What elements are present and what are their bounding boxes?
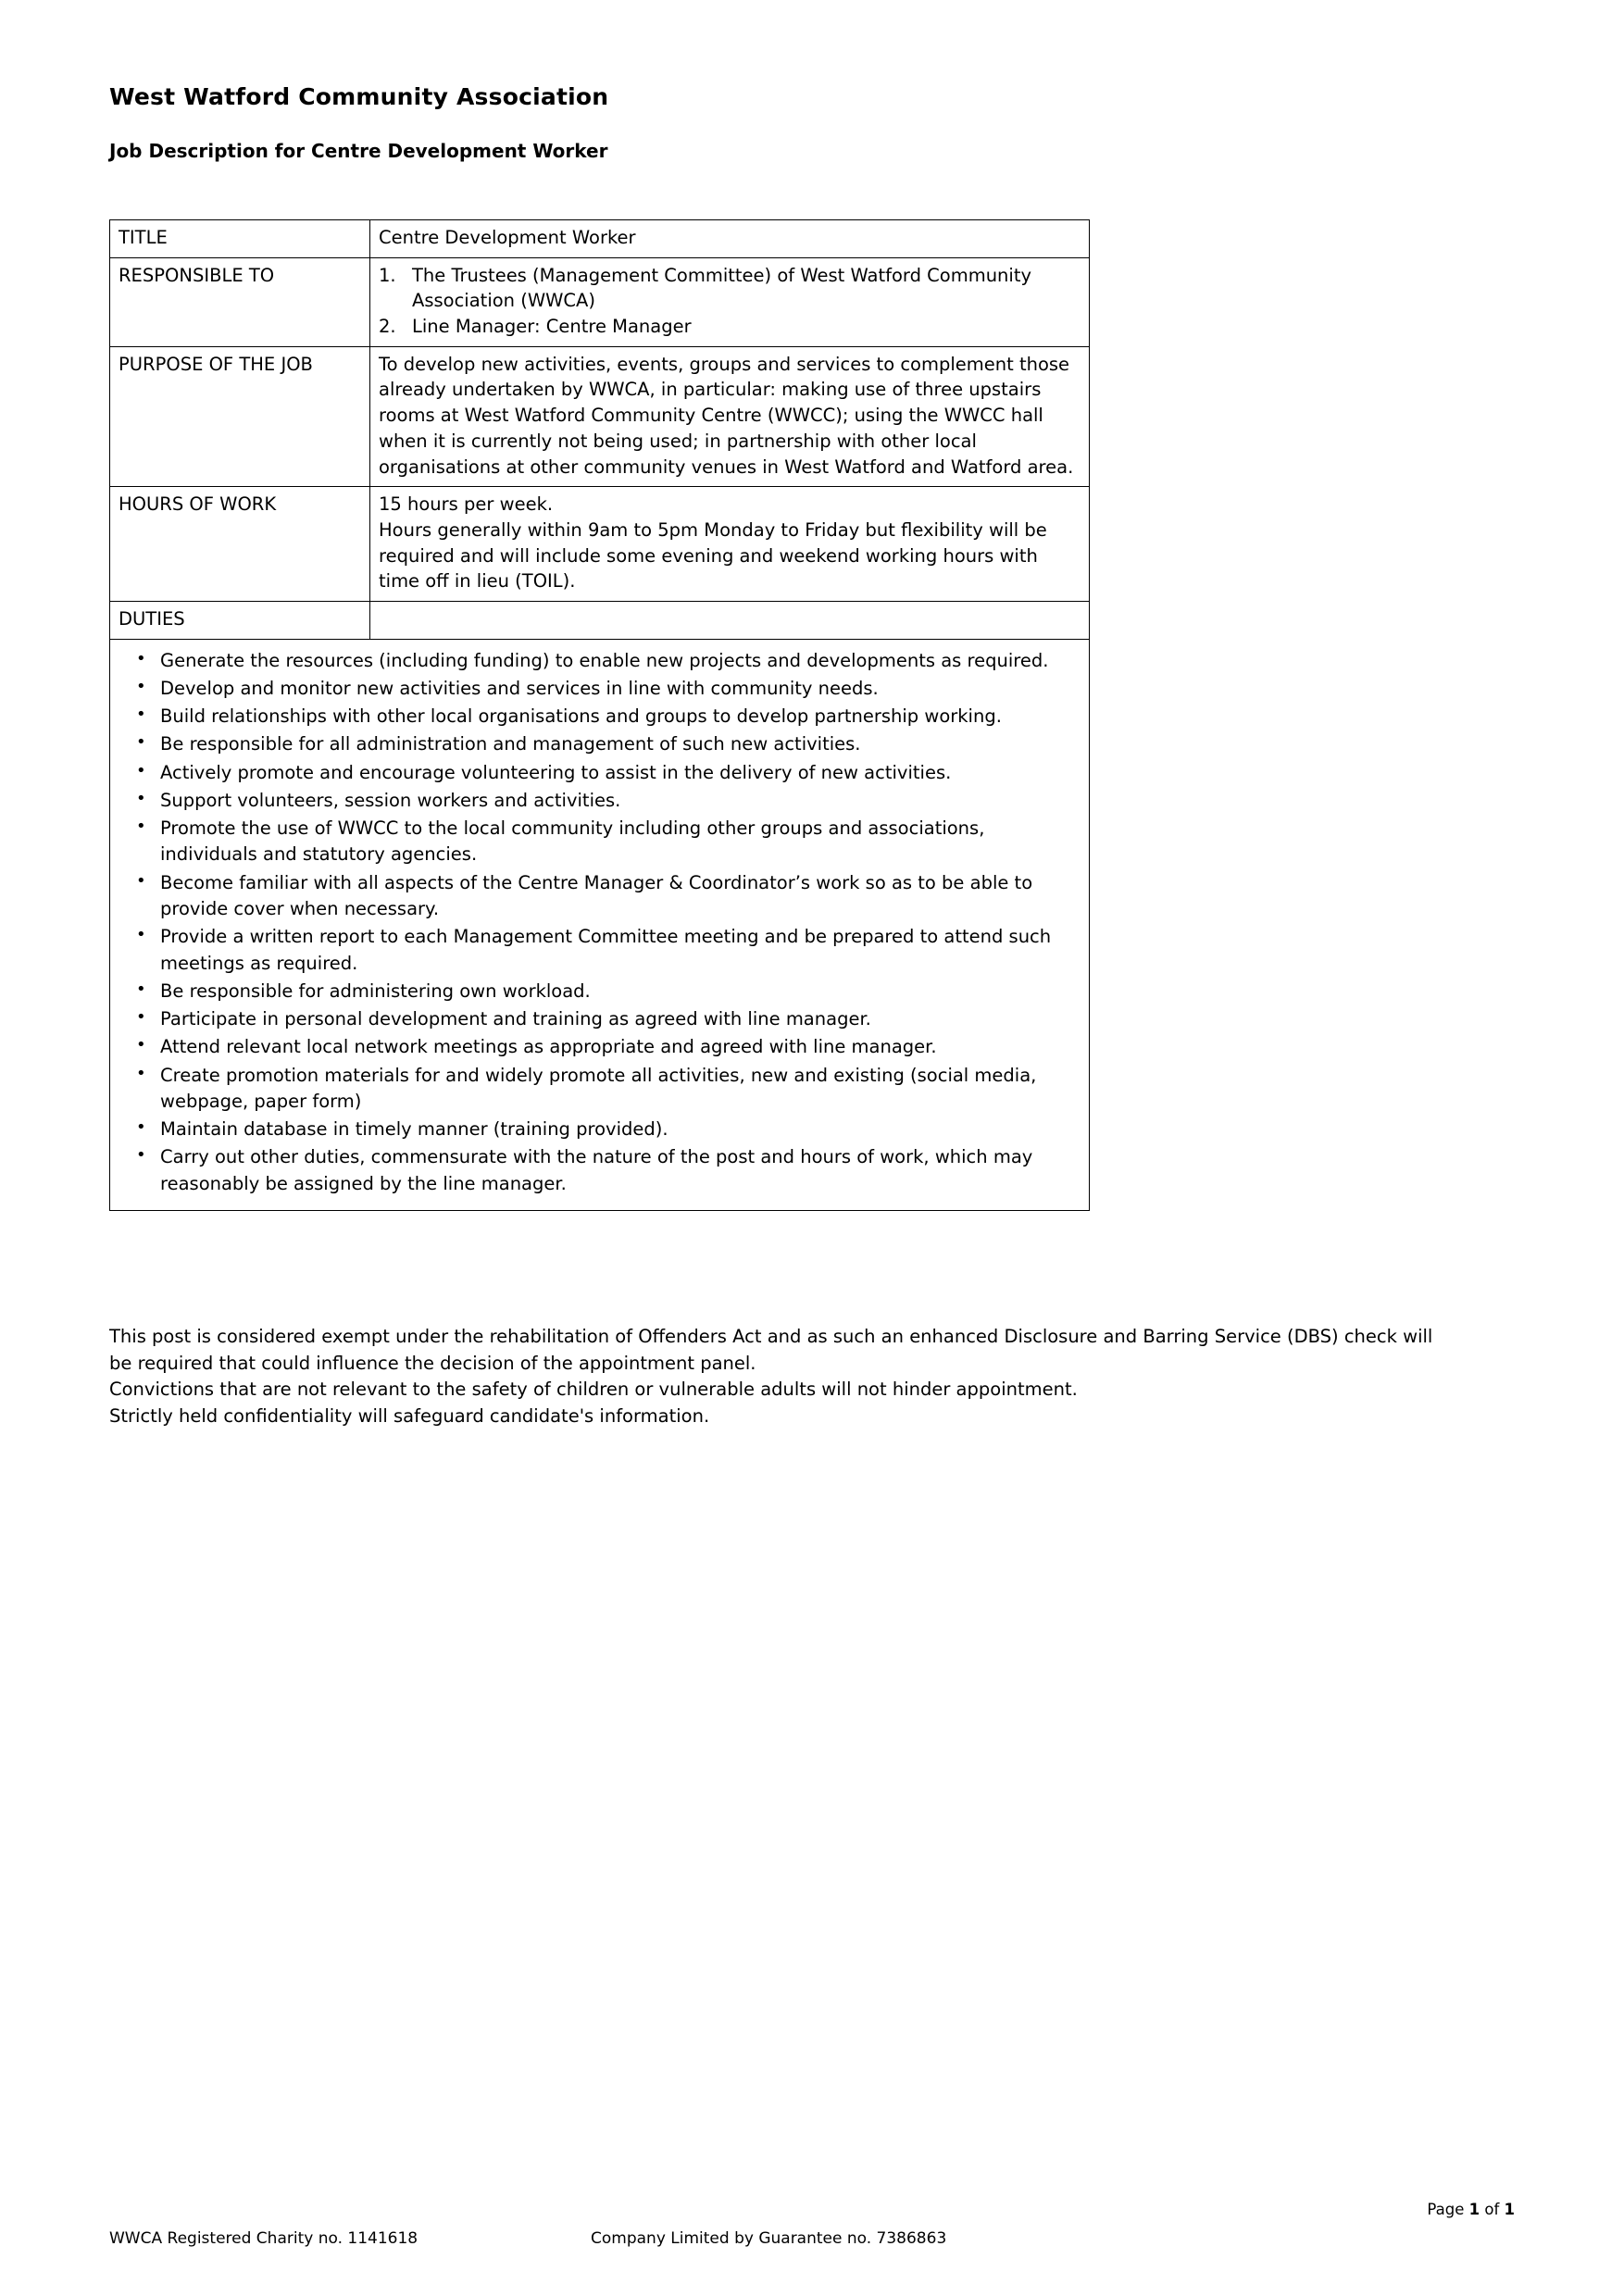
page-number-total: 1	[1504, 2201, 1515, 2218]
notice-paragraph-1: This post is considered exempt under the rehabilitation of Offenders Act and as such an enhanced Disclosure and Barring Service (DBS) check will be required that could influence the decision of the appointment panel.	[109, 1325, 1433, 1374]
row-value-responsible-to	[370, 257, 1090, 346]
list-item: • Carry out other duties, commensurate with the nature of the post and hours of work, which may reasonably be assigned by the line manager.	[123, 1144, 1076, 1197]
row-value-title: Centre Development Worker	[370, 220, 1090, 258]
footer-row	[109, 2229, 1515, 2248]
responsible-to-list	[379, 263, 1081, 340]
table-row-duties-list	[110, 639, 1090, 1210]
list-item: • Support volunteers, session workers and activities.	[123, 788, 1076, 814]
page-footer	[109, 2201, 1515, 2248]
list-item-number: 2.	[379, 316, 396, 338]
list-item: • Provide a written report to each Management Committee meeting and be prepared to attend such meetings as required.	[123, 924, 1076, 977]
list-item: • Promote the use of WWCC to the local community including other groups and associations, individuals and statutory agencies.	[123, 816, 1076, 868]
notice-paragraph-2: Convictions that are not relevant to the safety of children or vulnerable adults will not hinder appointment.	[109, 1379, 1078, 1401]
page-number	[109, 2201, 1515, 2218]
row-value-purpose: To develop new activities, events, groups and services to complement those already undertaken by WWCA, in particular: making use of three upstairs rooms at West Watford Community Centre (WWCC); using the WWCC hall when it is currently not being used; in partnership with other local organisations at other community venues in West Watford and Watford area.	[370, 346, 1090, 486]
duties-cell	[110, 639, 1090, 1210]
list-item: • Be responsible for all administration and management of such new activities.	[123, 731, 1076, 757]
row-label-hours: HOURS OF WORK	[110, 487, 370, 602]
table-row	[110, 220, 1090, 258]
list-item-number: 1.	[379, 264, 396, 286]
footer-company-number: Company Limited by Guarantee no. 7386863	[591, 2229, 947, 2248]
page-number-current: 1	[1468, 2201, 1480, 2218]
dbs-notice	[109, 1324, 1443, 1430]
list-item: • Become familiar with all aspects of the Centre Manager & Coordinator’s work so as to be able to provide cover when necessary.	[123, 870, 1076, 923]
table-row	[110, 601, 1090, 639]
list-item: • Generate the resources (including funding) to enable new projects and developments as required.	[123, 648, 1076, 674]
table-row	[110, 346, 1090, 486]
page-number-middle: of	[1480, 2201, 1505, 2218]
row-label-responsible-to: RESPONSIBLE TO	[110, 257, 370, 346]
table-row	[110, 487, 1090, 602]
job-description-table	[109, 219, 1090, 1211]
page-title: West Watford Community Association	[109, 83, 609, 110]
notice-paragraph-3: Strictly held confidentiality will safeguard candidate's information.	[109, 1404, 710, 1427]
page-number-prefix: Page	[1427, 2201, 1469, 2218]
row-label-purpose: PURPOSE OF THE JOB	[110, 346, 370, 486]
footer-charity-number: WWCA Registered Charity no. 1141618	[109, 2229, 418, 2248]
duties-list	[110, 640, 1089, 1210]
row-label-duties: DUTIES	[110, 601, 370, 639]
list-item: • Create promotion materials for and widely promote all activities, new and existing (social media, webpage, paper form)	[123, 1063, 1076, 1116]
list-item: • Be responsible for administering own workload.	[123, 979, 1076, 1004]
list-item: • Actively promote and encourage volunteering to assist in the delivery of new activities.	[123, 760, 1076, 786]
row-label-title: TITLE	[110, 220, 370, 258]
hours-line-1: 15 hours per week.	[379, 493, 554, 516]
document-subtitle: Job Description for Centre Development Worker	[109, 140, 608, 162]
row-value-hours	[370, 487, 1090, 602]
list-item: • Participate in personal development and training as agreed with line manager.	[123, 1006, 1076, 1032]
list-item: • Attend relevant local network meetings as appropriate and agreed with line manager.	[123, 1034, 1076, 1060]
row-value-duties-empty	[370, 601, 1090, 639]
list-item: • Build relationships with other local organisations and groups to develop partnership working.	[123, 704, 1076, 730]
table-row	[110, 257, 1090, 346]
list-item: • Develop and monitor new activities and services in line with community needs.	[123, 676, 1076, 702]
list-item	[379, 263, 1081, 314]
hours-line-2: Hours generally within 9am to 5pm Monday to Friday but flexibility will be required and will include some evening and weekend working hours with time off in lieu (TOIL).	[379, 518, 1047, 593]
list-item-label: Line Manager: Centre Manager	[412, 316, 692, 338]
list-item	[379, 314, 1081, 340]
list-item-label: The Trustees (Management Committee) of West Watford Community Association (WWCA)	[412, 264, 1032, 312]
list-item: • Maintain database in timely manner (training provided).	[123, 1117, 1076, 1142]
